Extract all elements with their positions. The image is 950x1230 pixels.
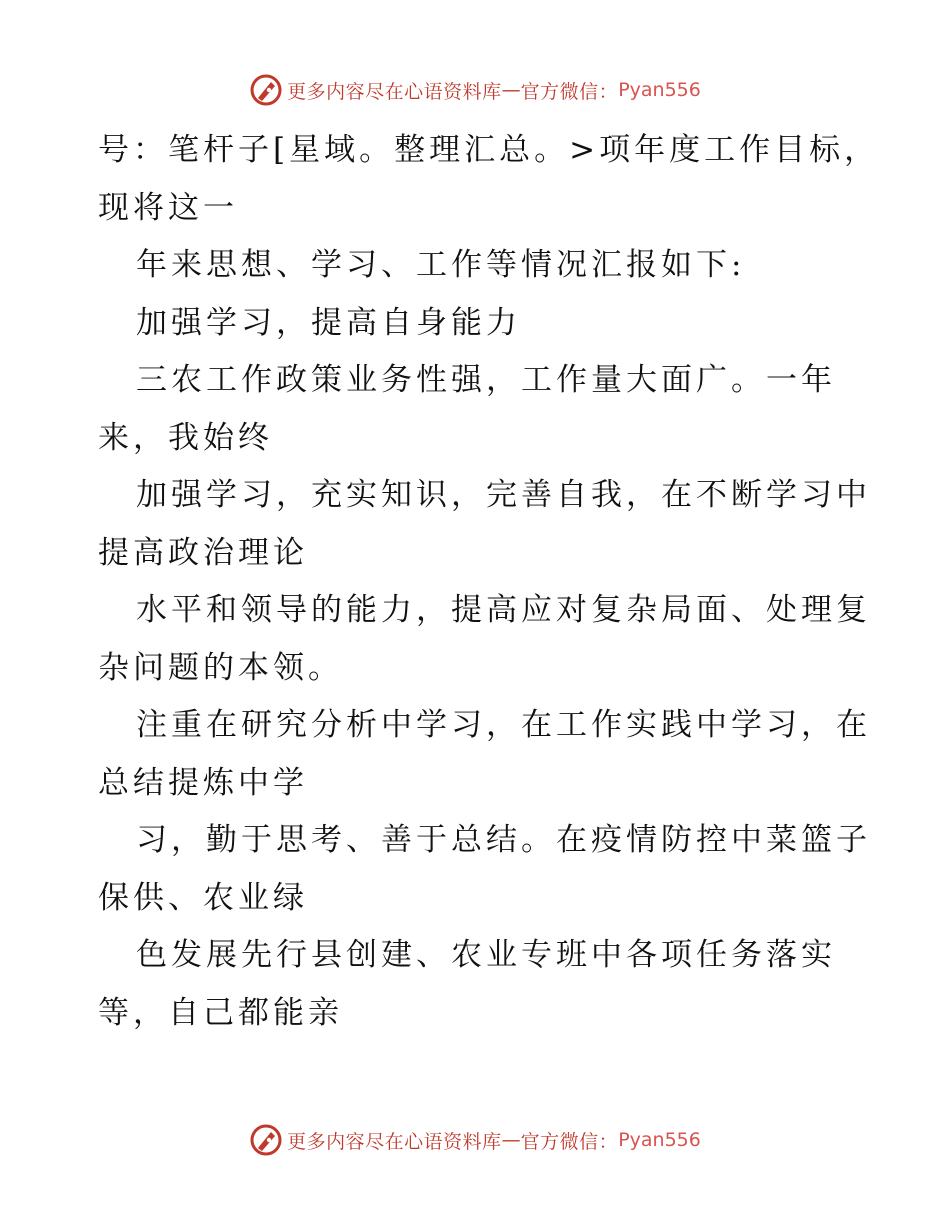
- text-line: [98, 410, 858, 468]
- document-body: [98, 122, 880, 1042]
- watermark-separator: —: [501, 1129, 521, 1151]
- text-line: [98, 927, 858, 985]
- text-line: [98, 755, 858, 813]
- text-line: [98, 697, 871, 755]
- line-text: 年来思想、学习、工作等情况汇报如下:: [136, 247, 746, 283]
- watermark-wechat-id: Pyan556: [618, 1129, 701, 1151]
- text-line: [98, 180, 858, 238]
- line-text: 加强学习，充实知识，完善自我，在不断学习中: [136, 477, 871, 513]
- text-line: [98, 467, 871, 525]
- text-line: [98, 352, 858, 410]
- line-text: 加强学习，提高自身能力: [136, 304, 521, 341]
- text-line: [98, 237, 858, 295]
- line-text: 杂问题的本领。: [98, 649, 343, 686]
- text-line: [98, 870, 858, 928]
- pen-logo-icon: [249, 1123, 283, 1157]
- line-text: 水平和领导的能力，提高应对复杂局面、处理复: [136, 592, 871, 628]
- line-text: 号：笔杆子[星域。整理汇总。>项年度工作目标，: [98, 132, 880, 168]
- line-text: 提高政治理论: [98, 534, 308, 571]
- header-watermark: [0, 70, 950, 110]
- text-line: [98, 582, 871, 640]
- watermark-wechat-id: Pyan556: [618, 79, 701, 101]
- line-text: 保供、农业绿: [98, 879, 308, 916]
- text-line: [98, 985, 858, 1043]
- line-text: 色发展先行县创建、农业专班中各项任务落实: [136, 937, 836, 973]
- line-text: 习，勤于思考、善于总结。在疫情防控中菜篮子: [136, 822, 871, 858]
- line-text: 三农工作政策业务性强，工作量大面广。一年: [136, 362, 836, 398]
- text-line: [98, 640, 858, 698]
- line-text: 现将这一: [98, 189, 238, 226]
- line-text: 来，我始终: [98, 419, 273, 456]
- watermark-text: 更多内容尽在心语资料库: [287, 80, 502, 103]
- text-line: [98, 812, 871, 870]
- line-text: 注重在研究分析中学习，在工作实践中学习，在: [136, 707, 871, 743]
- footer-watermark: [0, 1120, 950, 1160]
- line-text: 等，自己都能亲: [98, 994, 343, 1031]
- watermark-separator: —: [501, 79, 521, 101]
- text-line: [98, 525, 858, 583]
- text-line: [98, 122, 880, 180]
- text-line: [98, 295, 858, 353]
- line-text: 总结提炼中学: [98, 764, 308, 801]
- watermark-text: 更多内容尽在心语资料库: [287, 1130, 502, 1153]
- watermark-label: 官方微信：: [520, 1130, 619, 1153]
- pen-logo-icon: [249, 73, 283, 107]
- watermark-label: 官方微信：: [520, 80, 619, 103]
